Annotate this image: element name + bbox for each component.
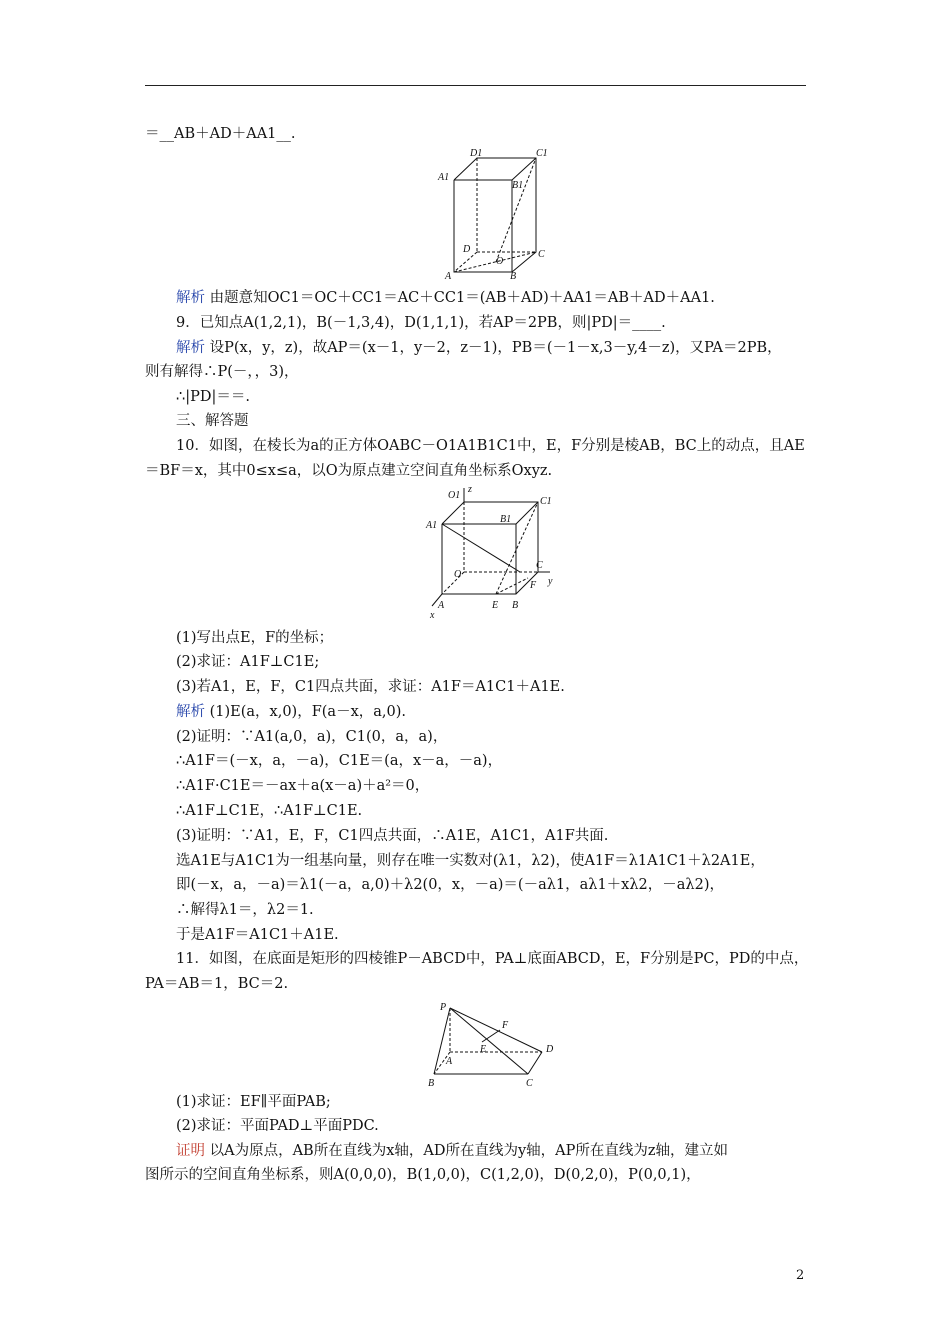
label-z: z	[468, 484, 472, 495]
text-line: ∴A1F＝(－x，a，－a)，C1E＝(a，x－a，－a)，	[176, 753, 503, 769]
analysis-line-2: 解析 设P(x，y，z)，故AP＝(x－1，y－2，z－1)，PB＝(－1－x,3－y,4－z)，又PA＝2PB，	[176, 340, 782, 356]
text-line: (3)证明：∵A1，E，F，C1四点共面，∴A1E，A1C1，A1F共面.	[176, 828, 609, 844]
label-d1: D1	[470, 148, 483, 159]
label-p: P	[440, 1002, 447, 1013]
label-b: B	[512, 600, 519, 611]
problem-9: 9．已知点A(1,2,1)，B(－1,3,4)，D(1,1,1)，若AP＝2PB，则|PD|＝____.	[176, 315, 666, 331]
label-b1: B1	[512, 180, 524, 191]
section-heading: 三、解答题	[176, 413, 249, 429]
label-y: y	[548, 576, 553, 587]
answer-line: ＝__AB＋AD＋AA1__.	[145, 126, 296, 142]
label-b: B	[428, 1078, 435, 1088]
text-line: PA＝AB＝1，BC＝2.	[145, 976, 289, 992]
label-o: O	[496, 256, 504, 267]
text-line: 则有解得∴P(－，，3)，	[145, 364, 299, 380]
label-a: A	[446, 1056, 453, 1067]
figure-pyramid	[422, 1000, 564, 1088]
text-line: (2)求证：A1F⊥C1E;	[176, 654, 320, 670]
text-line: ∴解得λ1＝，λ2＝1.	[176, 902, 314, 918]
text-line: ∴A1F·C1E＝－ax＋a(x－a)＋a²＝0，	[176, 778, 430, 794]
text-line: ∴|PD|＝＝.	[176, 389, 250, 405]
label-a: A	[445, 271, 452, 280]
header-rule	[145, 85, 806, 86]
analysis-line-3: 解析 (1)E(a，x,0)，F(a－x，a,0).	[176, 704, 406, 720]
label-f: F	[530, 580, 537, 591]
label-d: D	[546, 1044, 554, 1055]
label-c1: C1	[536, 148, 548, 159]
text-line: ＝BF＝x，其中0≤x≤a，以O为原点建立空间直角坐标系Oxyz.	[145, 463, 553, 479]
label-c: C	[538, 249, 545, 260]
label-o: O	[454, 569, 462, 580]
label-a: A	[438, 600, 445, 611]
problem-11: 11．如图，在底面是矩形的四棱锥P－ABCD中，PA⊥底面ABCD，E，F分别是PC，PD的中点，	[176, 951, 809, 967]
page-number: 2	[796, 1268, 805, 1283]
text-line: (2)求证：平面PAD⊥平面PDC.	[176, 1118, 379, 1134]
problem-10: 10．如图，在棱长为a的正方体OABC－O1A1B1C1中，E，F分别是棱AB，BC上的动点，且AE	[176, 438, 805, 454]
label-c: C	[526, 1078, 533, 1088]
text-line: (1)写出点E，F的坐标；	[176, 630, 334, 646]
text-line: 选A1E与A1C1为一组基向量，则存在唯一实数对(λ1，λ2)，使A1F＝λ1A1C1＋λ2A1E，	[176, 853, 765, 869]
label-c1: C1	[540, 496, 552, 507]
label-f: F	[502, 1020, 509, 1031]
label-x: x	[430, 610, 435, 620]
figure-prism	[430, 146, 550, 280]
analysis-line-1: 解析 由题意知OC1＝OC＋CC1＝AC＋CC1＝(AB＋AD)＋AA1＝AB＋AD＋AA1.	[176, 290, 715, 306]
label-a1: A1	[426, 520, 438, 531]
text-line: (2)证明：∵A1(a,0，a)，C1(0，a，a)，	[176, 729, 448, 745]
text-line: 即(－x，a，－a)＝λ1(－a，a,0)＋λ2(0，x，－a)＝(－aλ1，aλ1＋xλ2，－aλ2)，	[176, 877, 724, 893]
text-line: (3)若A1，E，F，C1四点共面，求证：A1F＝A1C1＋A1E.	[176, 679, 565, 695]
proof-line: 证明 以A为原点，AB所在直线为x轴，AD所在直线为y轴，AP所在直线为z轴，建立如	[176, 1143, 729, 1159]
label-c: C	[536, 560, 543, 571]
label-o1: O1	[448, 490, 461, 501]
figure-cube	[420, 484, 560, 620]
label-e: E	[480, 1044, 487, 1055]
label-b1: B1	[500, 514, 512, 525]
text-line: 图所示的空间直角坐标系，则A(0,0,0)，B(1,0,0)，C(1,2,0)，D(0,2,0)，P(0,0,1)，	[145, 1167, 701, 1183]
text-line: (1)求证：EF∥平面PAB;	[176, 1094, 331, 1110]
label-b: B	[510, 271, 517, 280]
label-a1: A1	[438, 172, 450, 183]
label-d: D	[463, 244, 471, 255]
text-line: ∴A1F⊥C1E，∴A1F⊥C1E.	[176, 803, 363, 819]
text-line: 于是A1F＝A1C1＋A1E.	[176, 927, 339, 943]
label-e: E	[492, 600, 499, 611]
